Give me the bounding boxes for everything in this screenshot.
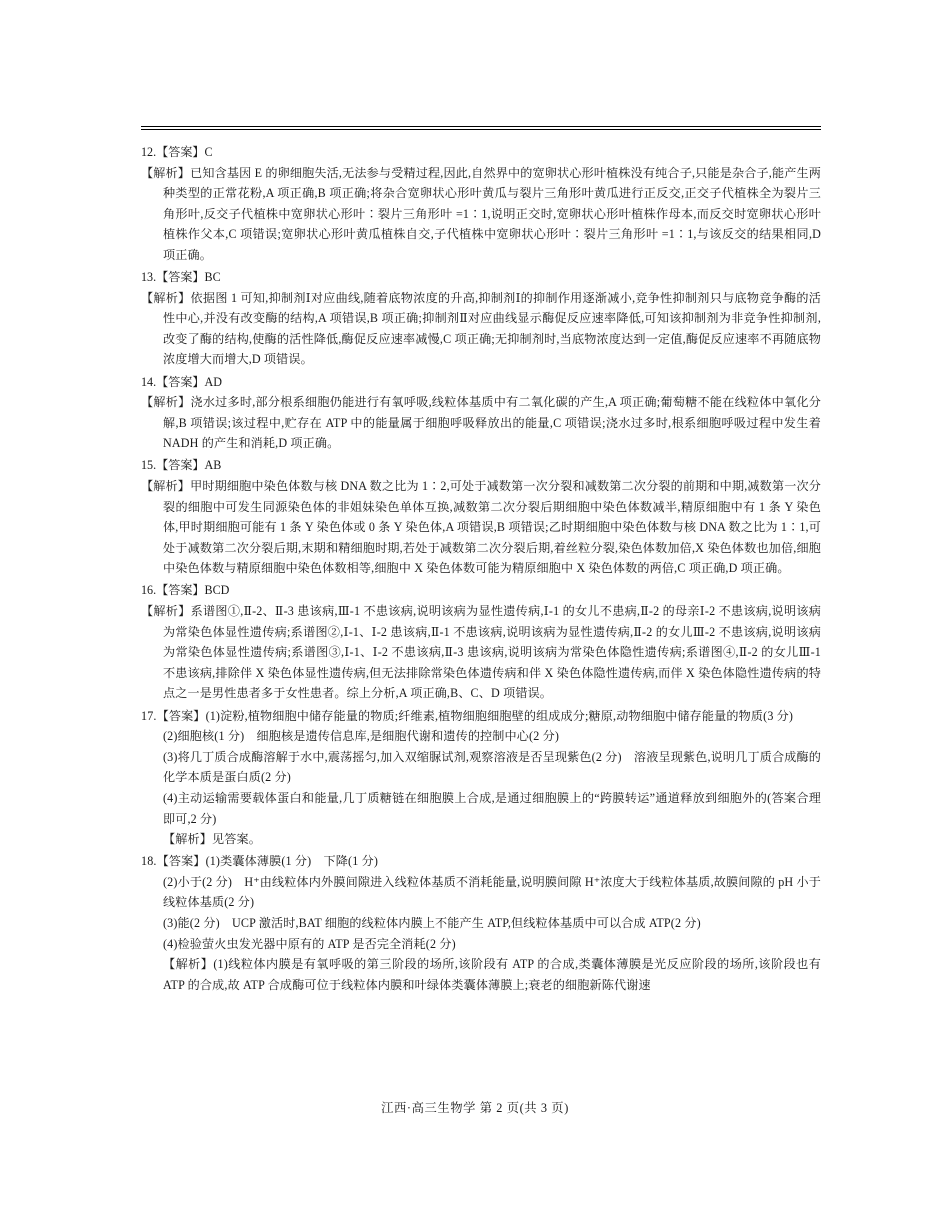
answer-label-15: 【答案】 xyxy=(156,458,205,473)
answer-text-17-1: (1)淀粉,植物细胞中储存能量的物质;纤维素,植物细胞细胞壁的组成成分;糖原,动物细胞中储存能量的物质(3 分) xyxy=(205,708,794,723)
item-number-15: 15. xyxy=(141,458,157,473)
answer-label-18: 【答案】 xyxy=(156,854,206,869)
answer-part-18-4 xyxy=(141,934,821,955)
answer-part-18-1 xyxy=(141,851,821,872)
item-number-12: 12. xyxy=(141,145,157,159)
analysis-block-13 xyxy=(141,288,821,370)
item-number-16: 16. xyxy=(141,583,157,598)
answer-line-13 xyxy=(141,267,821,288)
answer-value-12: C xyxy=(204,145,213,159)
analysis-block-12 xyxy=(141,163,821,266)
answer-line-16 xyxy=(141,580,821,601)
answer-item-17 xyxy=(141,706,821,850)
answer-line-12 xyxy=(141,142,821,163)
answer-item-16 xyxy=(141,580,821,704)
answer-line-14 xyxy=(141,372,821,393)
answer-part-18-3 xyxy=(141,913,821,934)
answer-value-16: BCD xyxy=(204,583,230,598)
answer-line-15 xyxy=(141,455,821,476)
item-number-14: 14. xyxy=(141,374,157,389)
answer-text-17-3: (3)将几丁质合成酶溶解于水中,震荡摇匀,加入双缩脲试剂,观察溶液是否呈现紫色(2 分) 溶液呈现紫色,说明几丁质合成酶的化学本质是蛋白质(2 分) xyxy=(163,749,821,785)
analysis-block-14 xyxy=(141,392,821,454)
answer-text-18-3: (3)能(2 分) UCP 激活时,BAT 细胞的线粒体内膜上不能产生 ATP,但线粒体基质中可以合成 ATP(2 分) xyxy=(163,915,701,930)
analysis-text-15: 甲时期细胞中染色体数与核 DNA 数之比为 1∶2,可处于减数第一次分裂和减数第二次分裂的前期和中期,减数第一次分裂的细胞中可发生同源染色体的非姐妹染色单体互换,减数第二次分裂后期细胞中染色体数减半,精原细胞中有 1 条 Y 染色体,甲时期细胞可能有 1 条 Y 染色体或 0 条 Y 染色体,A 项错误,B 项错误;乙时期细胞中染色体数与核 DNA 数之比为 1∶1,可处于减数第二次分裂后期,末期和精细胞时期,若处于减数第二次分裂后期,着丝粒分裂,染色体数加倍,X 染色体数也加倍,细胞中染色体数与精原细胞中染色体数相等,细胞中 X 染色体数可能为精原细胞中 X 染色体数的两倍,C 项正确,D 项正确。 xyxy=(163,479,821,576)
analysis-text-18: (1)线粒体内膜是有氧呼吸的第三阶段的场所,该阶段有 ATP 的合成,类囊体薄膜是光反应阶段的场所,该阶段也有 ATP 的合成,故 ATP 合成酶可位于线粒体内膜和叶绿体类囊体薄膜上;衰老的细胞新陈代谢速 xyxy=(163,957,822,992)
answer-value-14: AD xyxy=(204,374,222,389)
item-number-13: 13. xyxy=(141,270,157,285)
answer-label-14: 【答案】 xyxy=(156,374,205,389)
answer-item-12 xyxy=(141,142,821,266)
analysis-block-18 xyxy=(141,954,821,995)
analysis-label-13: 【解析】 xyxy=(141,290,191,305)
answer-part-17-3 xyxy=(141,747,821,788)
item-number-18: 18. xyxy=(141,854,157,869)
answer-label-16: 【答案】 xyxy=(156,583,205,598)
answer-label-17: 【答案】 xyxy=(156,708,206,723)
analysis-text-12: 已知含基因 E 的卵细胞失活,无法参与受精过程,因此,自然界中的宽卵状心形叶植株没有纯合子,只能是杂合子,能产生两种类型的正常花粉,A 项正确,B 项正确;将杂合宽卵状心形叶黄瓜与裂片三角形叶黄瓜进行正反交,正交子代植株全为裂片三角形叶,反交子代植株中宽卵状心形叶∶裂片三角形叶 =1∶1,说明正交时,宽卵状心形叶植株作母本,而反交时宽卵状心形叶植株作父本,C 项错误;宽卵状心形叶黄瓜植株自交,子代植株中宽卵状心形叶∶裂片三角形叶 =1∶1,与该反交的结果相同,D 项正确。 xyxy=(163,165,821,262)
analysis-label-17: 【解析】 xyxy=(163,832,212,847)
page-content xyxy=(141,126,821,997)
answer-label-13: 【答案】 xyxy=(156,270,205,285)
analysis-block-15 xyxy=(141,476,821,579)
analysis-text-16: 系谱图①,Ⅱ-2、Ⅱ-3 患该病,Ⅲ-1 不患该病,说明该病为显性遗传病,Ⅰ-1 的女儿不患病,Ⅱ-2 的母亲Ⅰ-2 不患该病,说明该病为常染色体显性遗传病;系谱图②,Ⅰ-1、Ⅰ-2 患该病,Ⅱ-1 不患该病,说明该病为显性遗传病,Ⅱ-2 的女儿Ⅲ-2 不患该病,说明该病为常染色体显性遗传病;系谱图③,Ⅰ-1、Ⅰ-2 不患该病,Ⅱ-3 患该病,说明该病为常染色体隐性遗传病;系谱图④,Ⅱ-2 的女儿Ⅲ-1 不患该病,排除伴 X 染色体显性遗传病,但无法排除常染色体遗传病和伴 X 染色体隐性遗传病,而伴 X 染色体隐性遗传病的特点之一是男性患者多于女性患者。综上分析,A 项正确,B、C、D 项错误。 xyxy=(163,604,822,701)
answer-item-18 xyxy=(141,851,821,995)
answer-part-17-4 xyxy=(141,788,821,829)
analysis-label-16: 【解析】 xyxy=(141,604,191,619)
analysis-block-16 xyxy=(141,601,821,704)
header-rule xyxy=(141,126,821,130)
answer-item-15 xyxy=(141,455,821,579)
answer-part-17-2 xyxy=(141,726,821,747)
analysis-text-17: 见答案。 xyxy=(211,832,261,847)
analysis-label-18: 【解析】 xyxy=(163,957,214,972)
page-footer: 江西·高三生物学 第 2 页(共 3 页) xyxy=(381,1101,569,1115)
analysis-label-12: 【解析】 xyxy=(141,165,191,180)
answer-text-17-4: (4)主动运输需要载体蛋白和能量,几丁质糖链在细胞膜上合成,是通过细胞膜上的“跨膜转运”通道释放到细胞外的(答案合理即可,2 分) xyxy=(163,790,821,826)
analysis-text-13: 依据图 1 可知,抑制剂Ⅰ对应曲线,随着底物浓度的升高,抑制剂Ⅰ的抑制作用逐渐减小,竞争性抑制剂只与底物竞争酶的活性中心,并没有改变酶的结构,A 项错误,B 项正确;抑制剂Ⅱ对应曲线显示酶促反应速率降低,可知该抑制剂为非竞争性抑制剂,改变了酶的结构,使酶的活性降低,酶促反应速率减慢,C 项正确;无抑制剂时,当底物浓度达到一定值,酶促反应速率不再随底物浓度增大而增大,D 项错误。 xyxy=(163,290,822,367)
answer-value-13: BC xyxy=(204,270,221,285)
answer-label-12: 【答案】 xyxy=(156,145,205,159)
answer-text-18-4: (4)检验萤火虫发光器中原有的 ATP 是否完全消耗(2 分) xyxy=(163,936,456,951)
answer-part-18-2 xyxy=(141,872,821,913)
answer-part-17-1 xyxy=(141,706,821,727)
analysis-label-14: 【解析】 xyxy=(141,395,191,410)
answer-text-18-2: (2)小于(2 分) H⁺由线粒体内外膜间隙进入线粒体基质不消耗能量,说明膜间隙 H⁺浓度大于线粒体基质,故膜间隙的 pH 小于线粒体基质(2 分) xyxy=(163,874,821,910)
answer-item-13 xyxy=(141,267,821,370)
answer-text-17-2: (2)细胞核(1 分) 细胞核是遗传信息库,是细胞代谢和遗传的控制中心(2 分) xyxy=(163,729,560,744)
item-number-17: 17. xyxy=(141,708,157,723)
answer-text-18-1: (1)类囊体薄膜(1 分) 下降(1 分) xyxy=(205,854,379,869)
analysis-block-17 xyxy=(141,829,821,850)
analysis-label-15: 【解析】 xyxy=(141,479,191,493)
analysis-text-14: 浇水过多时,部分根系细胞仍能进行有氧呼吸,线粒体基质中有二氧化碳的产生,A 项正确;葡萄糖不能在线粒体中氧化分解,B 项错误;该过程中,贮存在 ATP 中的能量属于细胞呼吸释放出的能量,C 项错误;浇水过多时,根系细胞呼吸过程中发生着 NADH 的产生和消耗,D 项正确。 xyxy=(163,395,821,451)
answer-item-14 xyxy=(141,372,821,454)
answer-value-15: AB xyxy=(204,458,222,473)
